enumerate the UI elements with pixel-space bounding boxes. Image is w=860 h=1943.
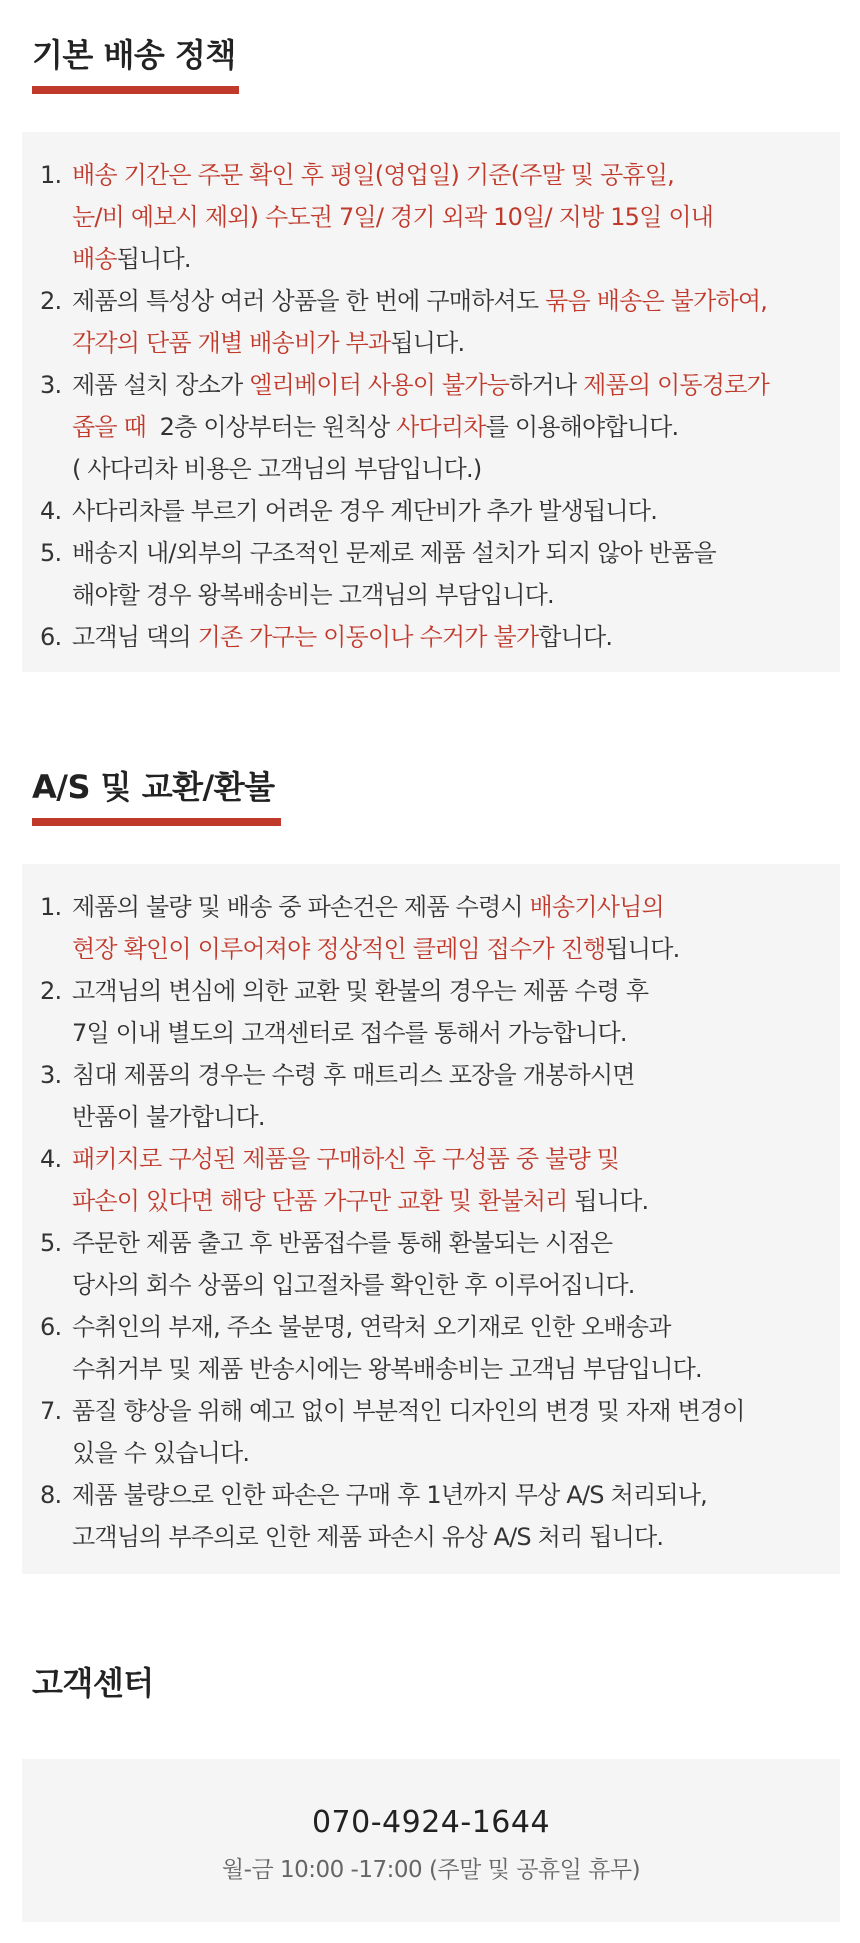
shipping-policy-box <box>22 132 840 672</box>
list-item-number: 4. <box>40 497 62 525</box>
highlight-text: 배송 기간은 주문 확인 후 평일(영업일) 기준(주말 및 공휴일, <box>72 161 674 189</box>
policy-list-item <box>22 154 830 280</box>
policy-list-item <box>22 1390 830 1474</box>
body-text: 됩니다. <box>390 329 465 357</box>
as-section-title: A/S 및 교환/환불 <box>32 768 275 806</box>
list-item-number: 2. <box>40 287 62 315</box>
body-text: 주문한 제품 출고 후 반품접수를 통해 환불되는 시점은 <box>72 1229 613 1257</box>
body-text: ( 사다리차 비용은 고객님의 부담입니다.) <box>72 455 482 483</box>
highlight-text: 제품의 이동경로가 <box>583 371 769 399</box>
body-text: 침대 제품의 경우는 수령 후 매트리스 포장을 개봉하시면 <box>72 1061 635 1089</box>
list-item-number: 5. <box>40 1229 62 1257</box>
body-text: 제품 불량으로 인한 파손은 구매 후 1년까지 무상 A/S 처리되나, <box>72 1481 707 1509</box>
list-item-number: 5. <box>40 539 62 567</box>
body-text: 수취거부 및 제품 반송시에는 왕복배송비는 고객님 부담입니다. <box>72 1355 702 1383</box>
shipping-section-title: 기본 배송 정책 <box>32 36 236 74</box>
body-text: 2층 이상부터는 원칙상 <box>145 413 397 441</box>
body-text: 고객님의 부주의로 인한 제품 파손시 유상 A/S 처리 됩니다. <box>72 1523 664 1551</box>
policy-list-item <box>22 1054 830 1138</box>
policy-list-item <box>22 616 830 658</box>
policy-list-item <box>22 280 830 364</box>
body-text: 7일 이내 별도의 고객센터로 접수를 통해서 가능합니다. <box>72 1019 627 1047</box>
customer-center-box <box>22 1759 840 1922</box>
body-text: 당사의 회수 상품의 입고절차를 확인한 후 이루어집니다. <box>72 1271 635 1299</box>
body-text: 고객님 댁의 <box>72 623 198 651</box>
as-policy-box <box>22 864 840 1574</box>
list-item-number: 4. <box>40 1145 62 1173</box>
body-text: 됩니다. <box>567 1187 649 1215</box>
shipping-policy-list <box>22 132 840 658</box>
list-item-number: 7. <box>40 1397 62 1425</box>
body-text: 품질 향상을 위해 예고 없이 부분적인 디자인의 변경 및 자재 변경이 <box>72 1397 745 1425</box>
policy-list-item <box>22 364 830 490</box>
list-item-number: 3. <box>40 1061 62 1089</box>
highlight-text: 파손이 있다면 해당 단품 가구만 교환 및 환불처리 <box>72 1187 568 1215</box>
list-item-number: 8. <box>40 1481 62 1509</box>
body-text: 제품의 불량 및 배송 중 파손건은 제품 수령시 <box>72 893 530 921</box>
customer-center-hours: 월-금 10:00 -17:00 (주말 및 공휴일 휴무) <box>221 1857 641 1883</box>
policy-list-item <box>22 1138 830 1222</box>
body-text: 를 이용해야합니다. <box>485 413 679 441</box>
as-title-underline <box>32 818 281 826</box>
list-item-number: 1. <box>40 893 62 921</box>
highlight-text: 눈/비 예보시 제외) 수도권 7일/ 경기 외곽 10일/ 지방 15일 이내 <box>72 203 714 231</box>
highlight-text: 배송 <box>72 245 117 273</box>
policy-list-item <box>22 1474 830 1558</box>
body-text: 사다리차를 부르기 어려운 경우 계단비가 추가 발생됩니다. <box>72 497 658 525</box>
highlight-text: 현장 확인이 이루어져야 정상적인 클레임 접수가 진행 <box>72 935 606 963</box>
body-text: 합니다. <box>538 623 613 651</box>
policy-list-item <box>22 490 830 532</box>
highlight-text: 묶음 배송은 불가하여, <box>545 287 768 315</box>
highlight-text: 좁을 때 <box>72 413 146 441</box>
customer-center-phone: 070-4924-1644 <box>311 1805 551 1840</box>
body-text: 됩니다. <box>116 245 191 273</box>
body-text: 고객님의 변심에 의한 교환 및 환불의 경우는 제품 수령 후 <box>72 977 649 1005</box>
list-item-number: 1. <box>40 161 62 189</box>
body-text: 제품 설치 장소가 <box>72 371 250 399</box>
body-text: 수취인의 부재, 주소 불분명, 연락처 오기재로 인한 오배송과 <box>72 1313 671 1341</box>
as-policy-list <box>22 864 840 1558</box>
highlight-text: 배송기사님의 <box>529 893 664 921</box>
list-item-number: 6. <box>40 1313 62 1341</box>
policy-list-item <box>22 532 830 616</box>
list-item-number: 6. <box>40 623 62 651</box>
shipping-title-underline <box>32 86 239 94</box>
body-text: 반품이 불가합니다. <box>72 1103 265 1131</box>
customer-center-title: 고객센터 <box>32 1664 154 1702</box>
body-text: 하거나 <box>509 371 584 399</box>
list-item-number: 2. <box>40 977 62 1005</box>
body-text: 됩니다. <box>605 935 680 963</box>
highlight-text: 사다리차 <box>396 413 486 441</box>
body-text: 제품의 특성상 여러 상품을 한 번에 구매하셔도 <box>72 287 546 315</box>
highlight-text: 기존 가구는 이동이나 수거가 불가 <box>197 623 539 651</box>
highlight-text: 엘리베이터 사용이 불가능 <box>249 371 510 399</box>
policy-list-item <box>22 1306 830 1390</box>
policy-list-item <box>22 886 830 970</box>
highlight-text: 각각의 단품 개별 배송비가 부과 <box>72 329 391 357</box>
body-text: 배송지 내/외부의 구조적인 문제로 제품 설치가 되지 않아 반품을 <box>72 539 716 567</box>
list-item-number: 3. <box>40 371 62 399</box>
policy-list-item <box>22 1222 830 1306</box>
policy-list-item <box>22 970 830 1054</box>
highlight-text: 패키지로 구성된 제품을 구매하신 후 구성품 중 불량 및 <box>72 1145 620 1173</box>
body-text: 있을 수 있습니다. <box>72 1439 250 1467</box>
body-text: 해야할 경우 왕복배송비는 고객님의 부담입니다. <box>72 581 554 609</box>
